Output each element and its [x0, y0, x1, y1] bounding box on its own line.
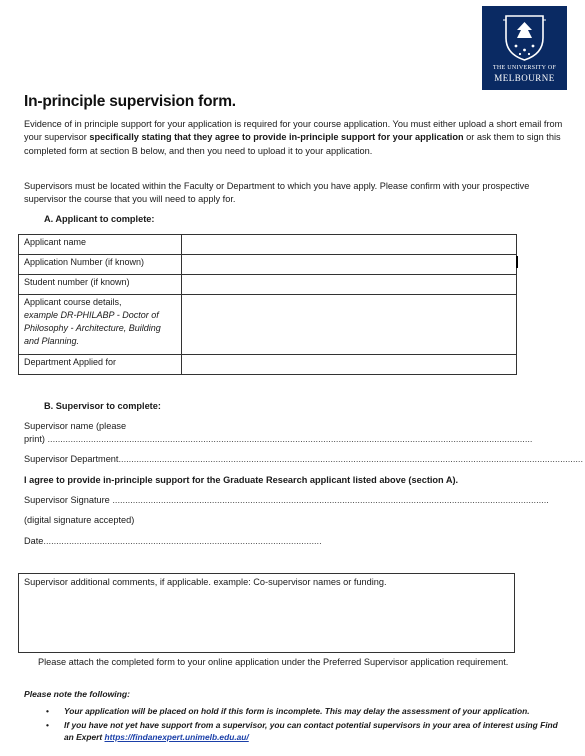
intro-bold: specifically stating that they agree to provide in-principle support for your application	[89, 132, 464, 143]
supervisor-department-line[interactable]	[24, 453, 584, 466]
find-an-expert-link[interactable]: https://findanexpert.unimelb.edu.au/	[104, 731, 249, 742]
supervisor-name-line[interactable]	[24, 433, 533, 446]
list-item	[24, 706, 569, 718]
note-heading: Please note the following:	[24, 689, 130, 699]
crest-icon	[502, 12, 547, 62]
note-find-expert: If you have not yet have support from a supervisor, you can contact potential supervisors in your area of interest using Find an Expert	[64, 719, 558, 742]
supervisor-signature-line[interactable]	[24, 494, 549, 507]
text-cursor	[516, 256, 518, 268]
dotted-line: ...........................................................................................................................................................................	[109, 495, 549, 505]
notes-list	[24, 706, 569, 745]
bullet-icon: •	[46, 719, 49, 730]
attach-instruction: Please attach the completed form to your online application under the Preferred Supervisor application requirement.	[38, 657, 509, 667]
supervisor-name-label-1: Supervisor name (please	[24, 421, 127, 431]
table-row	[19, 295, 517, 355]
application-number-label: Application Number (if known)	[19, 255, 182, 275]
student-number-label: Student number (if known)	[19, 275, 182, 295]
table-row	[19, 255, 517, 275]
intro-paragraph	[24, 118, 564, 158]
supervisor-signature-label: Supervisor Signature	[24, 495, 110, 505]
comments-label: Supervisor additional comments, if applicable. example: Co-supervisor names or funding.	[24, 577, 387, 587]
department-label: Department Applied for	[19, 355, 182, 375]
section-a-heading: A. Applicant to complete:	[44, 214, 155, 224]
course-details-example: example DR-PHILABP - Doctor of Philosophy - Architecture, Building and Planning.	[24, 310, 161, 347]
list-item	[24, 720, 569, 744]
applicant-name-field[interactable]	[182, 235, 517, 255]
form-title: In-principle supervision form.	[24, 93, 236, 110]
application-number-field[interactable]	[182, 255, 517, 275]
dotted-line: .............................................................................................................	[43, 536, 322, 546]
logo-line-1: THE UNIVERSITY OF	[492, 65, 557, 71]
table-row	[19, 235, 517, 255]
department-field[interactable]	[182, 355, 517, 375]
comments-box[interactable]	[18, 573, 515, 653]
date-label: Date	[24, 536, 44, 546]
note-on-hold: Your application will be placed on hold if this form is incomplete. This may delay the assessment of your application.	[64, 706, 530, 716]
date-line[interactable]	[24, 535, 322, 548]
section-b-heading: B. Supervisor to complete:	[44, 401, 161, 411]
course-details-label	[19, 295, 182, 355]
student-number-field[interactable]	[182, 275, 517, 295]
table-row	[19, 275, 517, 295]
supervisor-name-label-2: print)	[24, 434, 45, 444]
course-details-title: Applicant course details,	[24, 297, 122, 307]
table-row	[19, 355, 517, 375]
supervisor-department-label: Supervisor Department	[24, 454, 119, 464]
dotted-line: ......................................................................................................................................................................................	[118, 454, 584, 464]
applicant-name-label: Applicant name	[19, 235, 182, 255]
intro-part-2: or ask them to sign this completed form at section B below, and then you need to upload it to your application.	[24, 132, 561, 156]
agree-statement: I agree to provide in-principle support for the Graduate Research applicant listed above (section A).	[24, 475, 459, 485]
bullet-icon: •	[46, 706, 49, 716]
applicant-table	[18, 234, 517, 375]
intro-part-1: Evidence of in principle support for your application is required for your course application. You must either upload a short email from your supervisor	[24, 119, 563, 143]
logo-line-2: MELBOURNE	[494, 73, 555, 83]
course-details-field[interactable]	[182, 295, 517, 355]
university-logo	[482, 6, 567, 90]
supervisor-location-paragraph: Supervisors must be located within the Faculty or Department to which you have apply. Please confirm with your prospective supervisor the course that you will need to apply for.	[24, 181, 530, 205]
dotted-line: ..............................................................................................................................................................................................	[44, 434, 533, 444]
digital-signature-note: (digital signature accepted)	[24, 515, 135, 525]
